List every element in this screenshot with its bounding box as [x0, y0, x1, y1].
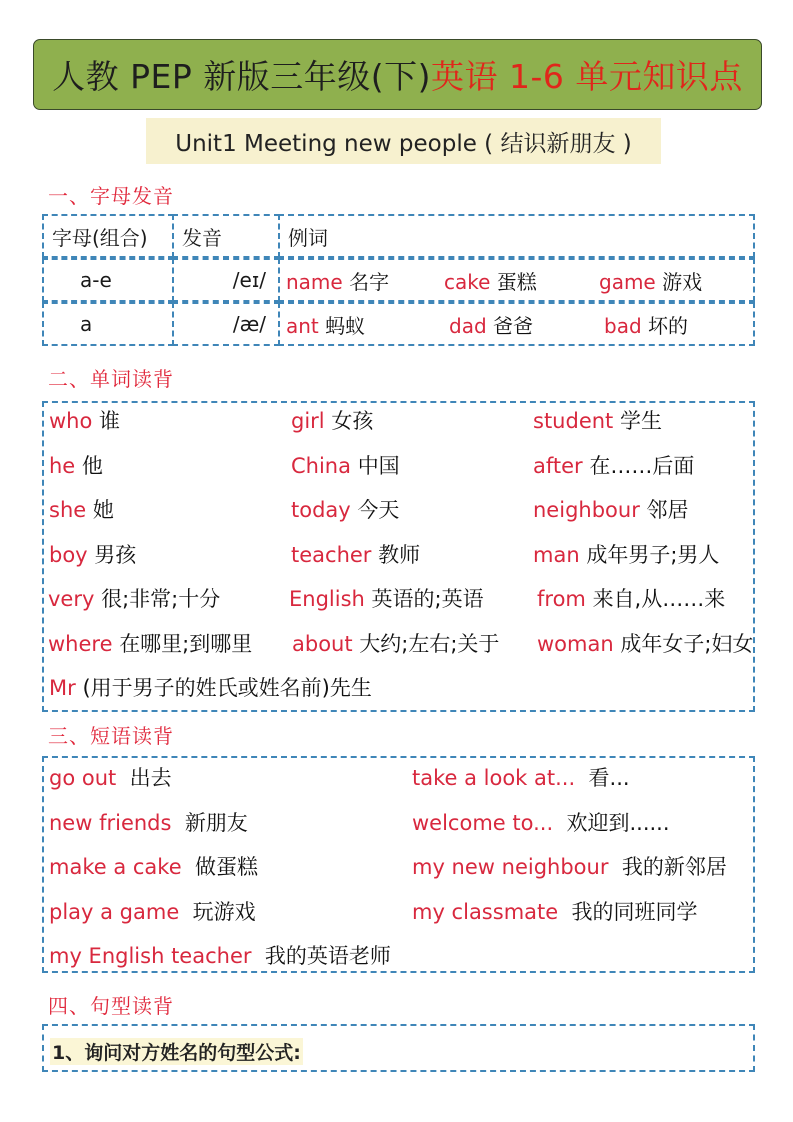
section-title-phonics: 一、字母发音 — [48, 184, 174, 208]
sentence-pattern-heading: 1、询问对方姓名的句型公式: — [50, 1038, 303, 1065]
phrase-item: go out 出去 — [49, 766, 172, 790]
word-item: Mr (用于男子的姓氏或姓名前)先生 — [49, 676, 372, 700]
word-item: woman 成年女子;妇女 — [537, 631, 754, 656]
word-item: student 学生 — [533, 409, 662, 433]
word-item: China 中国 — [291, 453, 400, 478]
header-sound: 发音 — [172, 214, 280, 258]
document-title-banner — [33, 39, 762, 110]
section-title-words: 二、单词读背 — [48, 367, 174, 391]
word-item: today 今天 — [291, 498, 400, 522]
word-item: man 成年男子;男人 — [533, 542, 720, 567]
title-red: 英语 1-6 单元知识点 — [431, 57, 743, 96]
phrase-item: make a cake 做蛋糕 — [49, 855, 258, 879]
word-item: very 很;非常;十分 — [48, 587, 221, 611]
word-item: neighbour 邻居 — [533, 498, 689, 522]
phrase-item: my classmate 我的同班同学 — [412, 899, 698, 924]
word-item: girl 女孩 — [291, 409, 374, 433]
unit-title: Unit1 Meeting new people ( 结识新朋友 ) — [146, 118, 661, 164]
word-item: from 来自,从……来 — [537, 587, 726, 611]
word-item: about 大约;左右;关于 — [292, 631, 500, 656]
phonics-row — [42, 302, 755, 346]
word-item: who 谁 — [49, 409, 121, 433]
word-item: after 在……后面 — [533, 453, 695, 478]
sound-cell: /æ/ — [172, 302, 280, 346]
word-item: he 他 — [49, 453, 103, 478]
phonics-row — [42, 258, 755, 302]
phrase-item: play a game 玩游戏 — [49, 899, 256, 924]
word-item: teacher 教师 — [291, 542, 421, 567]
phrase-item: welcome to... 欢迎到...... — [412, 810, 670, 835]
phrase-item: my new neighbour 我的新邻居 — [412, 855, 727, 879]
word-item: she 她 — [49, 498, 114, 522]
section-title-phrases: 三、短语读背 — [48, 724, 174, 748]
examples-cell: name 名字 cake 蛋糕 game 游戏 — [278, 258, 755, 302]
word-item: boy 男孩 — [49, 542, 137, 567]
header-examples: 例词 — [278, 214, 755, 258]
title-dark: 人教 PEP 新版三年级(下) — [52, 57, 431, 96]
word-item: English 英语的;英语 — [289, 587, 484, 611]
letter-cell: a-e — [42, 258, 174, 302]
section-title-sentences: 四、句型读背 — [48, 994, 174, 1018]
phrase-item: new friends 新朋友 — [49, 810, 248, 835]
word-item: where 在哪里;到哪里 — [48, 631, 253, 656]
examples-cell: ant 蚂蚁 dad 爸爸 bad 坏的 — [278, 302, 755, 346]
phonics-table — [42, 214, 755, 347]
phonics-header-row — [42, 214, 755, 258]
phrase-item: my English teacher 我的英语老师 — [49, 944, 391, 968]
phrase-item: take a look at... 看... — [412, 766, 630, 790]
header-letter: 字母(组合) — [42, 214, 174, 258]
sound-cell: /eɪ/ — [172, 258, 280, 302]
letter-cell: a — [42, 302, 174, 346]
